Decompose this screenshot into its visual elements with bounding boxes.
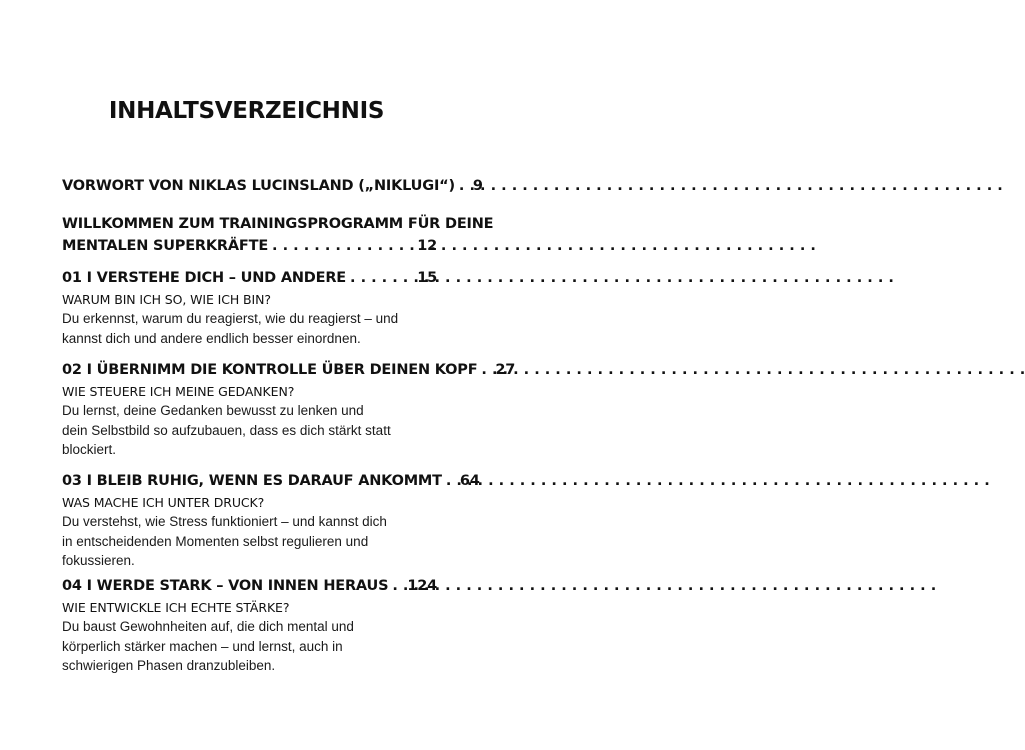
toc-entry-chapter-01[interactable] <box>62 267 437 348</box>
chapter-description: Du erkennst, warum du reagierst, wie du reagierst – und kannst dich und andere endlich besser einordnen. <box>62 311 399 346</box>
page-number: 9 <box>472 178 483 194</box>
chapter-description: Du baust Gewohnheiten auf, die dich mental und körperlich stärker machen – und lernst, auch in schwierigen Phasen dranzubleiben. <box>62 619 354 673</box>
chapter-question: WIE ENTWICKLE ICH ECHTE STÄRKE? <box>62 600 290 615</box>
chapter-description: Du lernst, deine Gedanken bewusst zu lenken und dein Selbstbild so aufzubauen, dass es dich stärkt statt blockiert. <box>62 403 391 457</box>
toc-heading-continued: MENTALEN SUPERKRÄFTE <box>62 238 269 254</box>
leader-dots <box>272 235 413 257</box>
page-number: 12 <box>417 238 437 254</box>
toc-heading: WILLKOMMEN ZUM TRAININGSPROGRAMM FÜR DEINE <box>62 216 494 232</box>
leader-dots <box>481 359 491 381</box>
toc-entry-foreword[interactable] <box>62 175 483 197</box>
toc-entry-welcome[interactable] <box>62 213 494 257</box>
toc-entry-chapter-02[interactable] <box>62 359 516 460</box>
page-number: 27 <box>495 362 516 378</box>
chapter-question: WAS MACHE ICH UNTER DRUCK? <box>62 495 265 510</box>
leader-dots <box>350 267 413 289</box>
leader-dots <box>446 470 456 492</box>
leader-dots <box>392 575 403 597</box>
page-number: 64 <box>459 473 480 489</box>
toc-heading: 04 I WERDE STARK – VON INNEN HERAUS <box>62 578 389 594</box>
toc-heading: 01 I VERSTEHE DICH – UND ANDERE <box>62 270 347 286</box>
page-title: INHALTSVERZEICHNIS <box>108 98 385 124</box>
chapter-description: Du verstehst, wie Stress funktioniert – und kannst dich in entscheidenden Momenten selbst regulieren und fokussieren. <box>62 514 387 568</box>
page-number: 15 <box>417 270 437 286</box>
toc-heading: VORWORT VON NIKLAS LUCINSLAND („NIKLUGI“) <box>62 178 455 194</box>
toc-entry-chapter-03[interactable] <box>62 470 480 571</box>
chapter-question: WARUM BIN ICH SO, WIE ICH BIN? <box>62 292 271 307</box>
page-number: 124 <box>407 578 437 594</box>
chapter-question: WIE STEUERE ICH MEINE GEDANKEN? <box>62 384 295 399</box>
toc-entry-chapter-04[interactable] <box>62 575 437 676</box>
leader-dots <box>459 175 469 197</box>
toc-heading: 02 I ÜBERNIMM DIE KONTROLLE ÜBER DEINEN KOPF <box>62 362 478 378</box>
toc-heading: 03 I BLEIB RUHIG, WENN ES DARAUF ANKOMMT <box>62 473 442 489</box>
